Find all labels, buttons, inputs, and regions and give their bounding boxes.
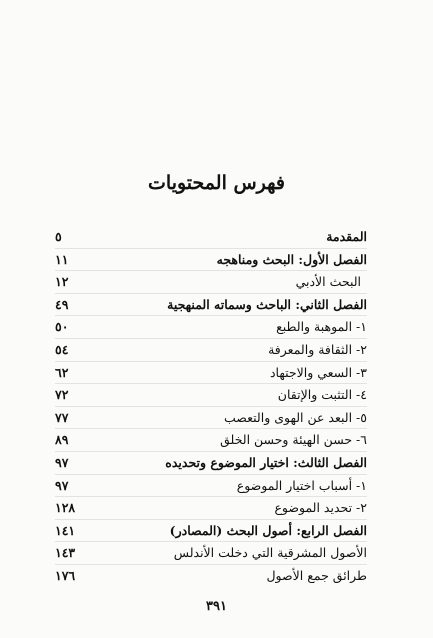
toc-row — [55, 407, 367, 430]
toc-entry-title: ١- الموهبة والطبع — [276, 319, 367, 335]
toc-row — [55, 339, 367, 362]
toc-entry-title: ٣- السعي والاجتهاد — [269, 364, 367, 380]
toc-entry-title: الأصول المشرقية التي دخلت الأندلس — [173, 545, 367, 561]
toc-entry-page: ٩٧ — [55, 454, 69, 470]
toc-entry-title: الفصل الثاني: الباحث وسماته المنهجية — [167, 296, 367, 312]
toc-row — [55, 497, 367, 520]
toc-row — [55, 452, 367, 475]
toc-entry-title: المقدمة — [326, 229, 367, 244]
toc-entry-title: طرائق جمع الأصول — [266, 567, 367, 583]
toc-entry-page: ٧٢ — [55, 387, 69, 403]
toc-entry-title: الفصل الأول: البحث ومناهجه — [216, 251, 367, 267]
toc-entry-page: ١٤١ — [55, 522, 76, 538]
toc-entry-title: ٢- الثقافة والمعرفة — [268, 341, 367, 357]
toc-entry-page: ٥٠ — [55, 319, 69, 335]
toc-row — [55, 520, 367, 543]
toc-row — [55, 226, 367, 249]
toc-entry-title: ٥- البعد عن الهوى والتعصب — [224, 409, 367, 425]
toc-row — [55, 565, 367, 587]
toc-entry-page: ٩٧ — [55, 477, 69, 493]
toc-row — [55, 429, 367, 452]
toc-entry-page: ١٤٣ — [55, 545, 76, 561]
toc-row — [55, 294, 367, 317]
toc-entry-page: ٥٤ — [55, 341, 69, 357]
toc-entry-title: البحث الأدبي — [295, 274, 361, 290]
toc-entry-page: ٧٧ — [55, 409, 69, 425]
toc-entry-title: الفصل الثالث: اختيار الموضوع وتحديده — [165, 454, 367, 470]
toc-entry-page: ١٢٨ — [55, 500, 76, 516]
toc-row — [55, 384, 367, 407]
toc-row — [55, 475, 367, 498]
page-number: ٣٩١ — [206, 599, 227, 614]
toc-row — [55, 316, 367, 339]
toc-entry-page: ١٢ — [55, 274, 69, 290]
toc-entry-page: ٤٩ — [55, 296, 69, 312]
toc-row — [55, 271, 367, 294]
toc-row — [55, 542, 367, 565]
page-title: فهرس المحتويات — [148, 172, 285, 194]
toc-row — [55, 362, 367, 385]
toc-entry-page: ٥ — [55, 229, 62, 244]
toc-entry-page: ٨٩ — [55, 432, 69, 448]
toc-entry-page: ١١ — [55, 251, 69, 267]
toc-entry-page: ٦٢ — [55, 364, 69, 380]
table-of-contents — [55, 226, 367, 587]
toc-entry-title: ٢- تحديد الموضوع — [274, 500, 367, 516]
toc-entry-title: ٤- التثبت والإتقان — [277, 387, 367, 403]
toc-row — [55, 249, 367, 272]
toc-entry-page: ١٧٦ — [55, 567, 76, 583]
toc-entry-title: ١- أسباب اختيار الموضوع — [236, 477, 367, 493]
toc-entry-title: الفصل الرابع: أصول البحث (المصادر) — [169, 522, 367, 538]
toc-entry-title: ٦- حسن الهيئة وحسن الخلق — [220, 432, 367, 448]
